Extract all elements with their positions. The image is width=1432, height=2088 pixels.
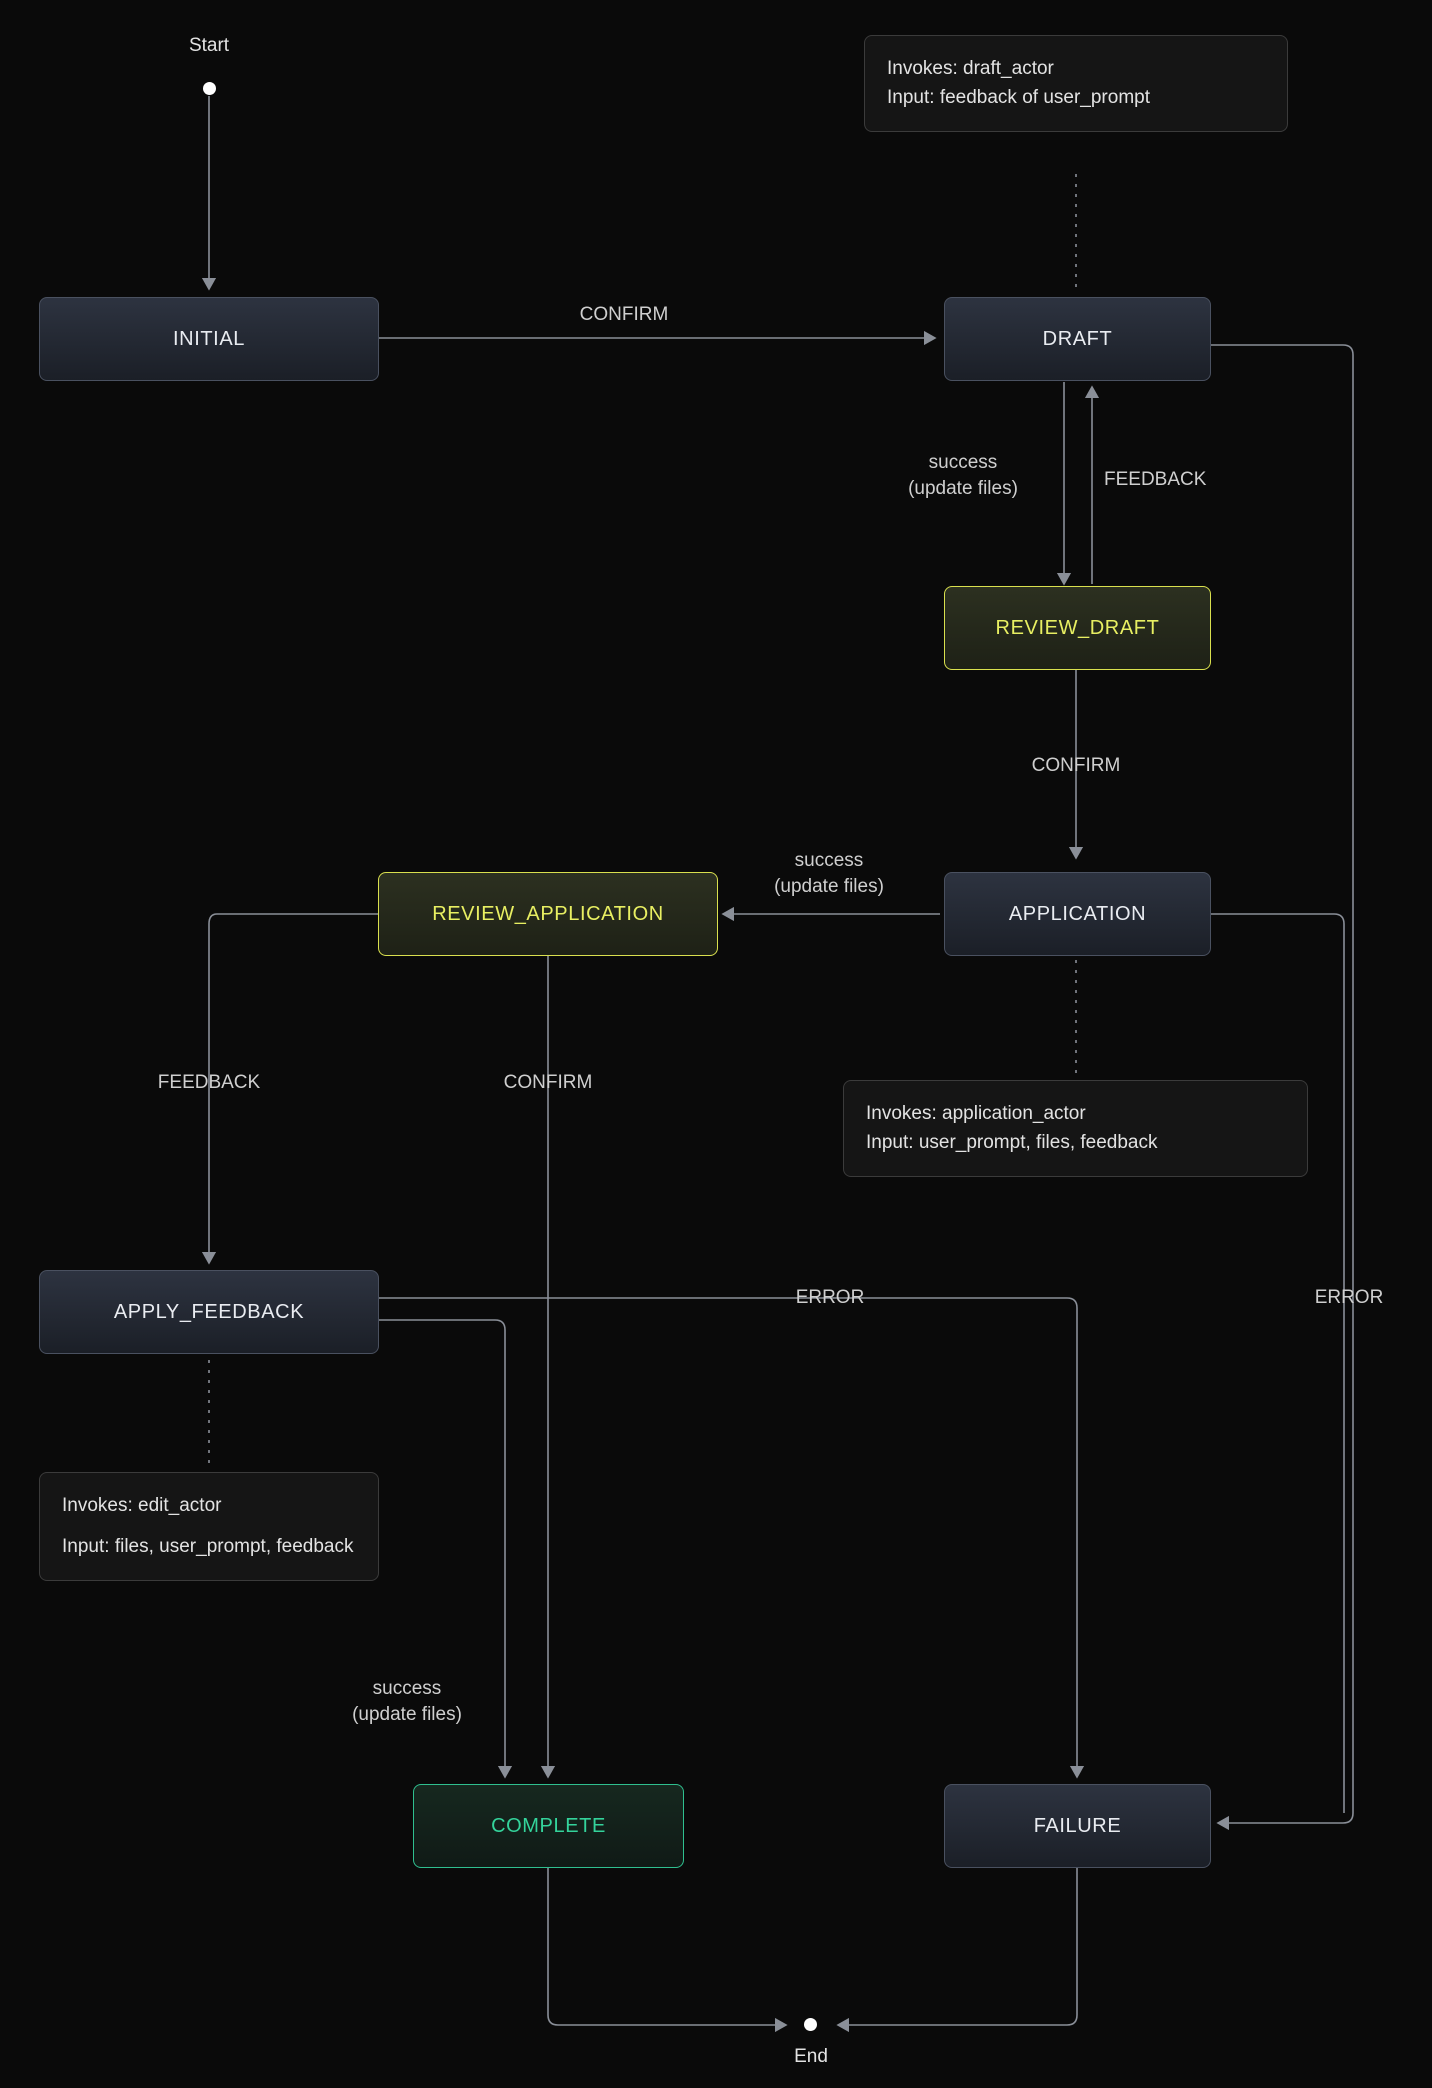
note-edit-line-2: Input: files, user_prompt, feedback <box>62 1536 354 1558</box>
node-complete-label: COMPLETE <box>491 1814 606 1837</box>
edge-label-error-apply-feedback: ERROR <box>795 1287 865 1308</box>
note-application-line-2: Input: user_prompt, files, feedback <box>866 1132 1158 1154</box>
edge-complete-end <box>548 1867 786 2025</box>
node-draft-label: DRAFT <box>1042 327 1113 350</box>
edge-applyfeedback-failure <box>378 1298 1077 1777</box>
start-node <box>203 82 216 95</box>
edge-label-confirm-initial-draft: CONFIRM <box>579 304 669 325</box>
node-application-label: APPLICATION <box>1008 902 1147 925</box>
edge-label-confirm-review-draft: CONFIRM <box>1031 755 1121 776</box>
node-application[interactable] <box>944 872 1211 956</box>
edge-label-error-draft: ERROR <box>1314 1287 1384 1308</box>
note-application-line-1: Invokes: application_actor <box>866 1103 1086 1124</box>
edge-label-success-application-line2: (update files) <box>774 875 884 897</box>
node-failure[interactable] <box>944 1784 1211 1868</box>
end-label: End <box>794 2046 828 2067</box>
node-review-draft[interactable] <box>944 586 1211 670</box>
node-apply-feedback[interactable] <box>39 1270 379 1354</box>
node-review-application[interactable] <box>378 872 718 956</box>
note-edit-actor <box>39 1472 379 1581</box>
edge-label-success-draft <box>908 450 1018 501</box>
node-apply-feedback-label: APPLY_FEEDBACK <box>113 1300 305 1323</box>
note-draft-line-2: Input: feedback of user_prompt <box>887 87 1150 109</box>
edge-label-feedback-review-application: FEEDBACK <box>157 1072 261 1093</box>
node-initial[interactable] <box>39 297 379 381</box>
start-label: Start <box>188 35 230 56</box>
edge-label-success-apply-line1: success <box>372 1678 442 1699</box>
edge-label-success-application-line1: success <box>794 850 864 871</box>
node-initial-label: INITIAL <box>173 327 245 350</box>
note-draft-actor <box>864 35 1288 132</box>
edge-label-success-application <box>774 848 884 899</box>
node-failure-label: FAILURE <box>1033 1814 1122 1837</box>
node-review-draft-label: REVIEW_DRAFT <box>995 616 1160 639</box>
note-draft-line-1: Invokes: draft_actor <box>887 58 1054 79</box>
edge-label-success-apply-line2: (update files) <box>352 1703 462 1725</box>
edge-failure-end <box>838 1867 1077 2025</box>
node-draft[interactable] <box>944 297 1211 381</box>
note-application-actor <box>843 1080 1308 1177</box>
end-node <box>804 2018 817 2031</box>
edge-label-success-apply-feedback <box>352 1676 462 1727</box>
node-review-application-label: REVIEW_APPLICATION <box>432 902 664 925</box>
note-edit-line-1: Invokes: edit_actor <box>62 1495 222 1516</box>
edge-label-feedback-draft: FEEDBACK <box>1104 469 1207 490</box>
edge-application-failure <box>1211 914 1344 1813</box>
edge-label-confirm-review-application: CONFIRM <box>503 1072 593 1093</box>
edge-label-success-draft-line1: success <box>928 452 998 473</box>
node-complete[interactable] <box>413 1784 684 1868</box>
edge-label-success-draft-line2: (update files) <box>908 477 1018 499</box>
